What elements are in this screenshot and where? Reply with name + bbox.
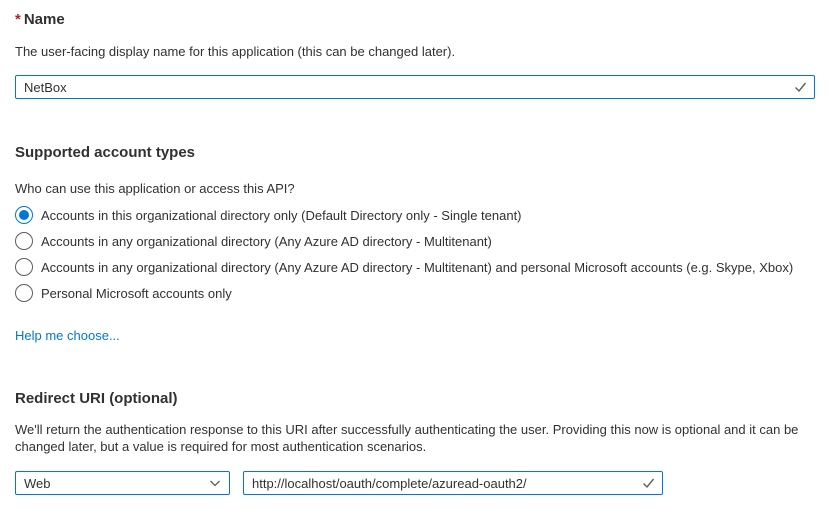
chevron-down-icon — [209, 477, 221, 489]
redirect-uri-heading: Redirect URI (optional) — [15, 390, 178, 407]
account-types-question: Who can use this application or access this API? — [15, 181, 295, 196]
name-label-text: Name — [23, 11, 65, 28]
account-type-option-multitenant[interactable] — [15, 228, 815, 254]
radio-label[interactable]: Accounts in this organizational directory only (Default Directory only - Single tenant) — [41, 207, 522, 223]
name-input-field — [15, 75, 815, 99]
account-type-option-multitenant-personal[interactable] — [15, 254, 815, 280]
platform-select-value: Web — [24, 475, 51, 491]
valid-check-icon — [794, 81, 807, 94]
help-me-choose-link[interactable]: Help me choose... — [15, 328, 120, 343]
radio-label[interactable]: Accounts in any organizational directory (Any Azure AD directory - Multitenant) — [41, 233, 492, 249]
redirect-uri-input[interactable] — [244, 472, 662, 494]
radio-label[interactable]: Accounts in any organizational directory (Any Azure AD directory - Multitenant) and personal Microsoft accounts (e.g. Skype, Xbox) — [41, 259, 794, 275]
account-types-radio-group — [15, 202, 815, 306]
name-label — [15, 10, 815, 30]
redirect-uri-input-field — [243, 471, 663, 495]
redirect-uri-row — [15, 471, 815, 495]
platform-select[interactable] — [15, 471, 230, 495]
name-input[interactable] — [16, 76, 814, 98]
valid-check-icon — [642, 477, 655, 490]
name-description: The user-facing display name for this application (this can be changed later). — [15, 44, 456, 59]
redirect-uri-description: We'll return the authentication response to this URI after successfully authenticating the user. Providing this now is optional and it can be changed later, but a value is required for most authentication scenarios. — [15, 422, 799, 454]
account-type-option-single-tenant[interactable] — [15, 202, 815, 228]
required-asterisk: * — [15, 11, 21, 28]
radio-button[interactable] — [15, 258, 33, 276]
account-type-option-personal-only[interactable] — [15, 280, 815, 306]
radio-label[interactable]: Personal Microsoft accounts only — [41, 285, 232, 301]
radio-button[interactable] — [15, 284, 33, 302]
supported-account-types-heading: Supported account types — [15, 144, 196, 161]
radio-button[interactable] — [15, 232, 33, 250]
radio-button[interactable] — [15, 206, 33, 224]
